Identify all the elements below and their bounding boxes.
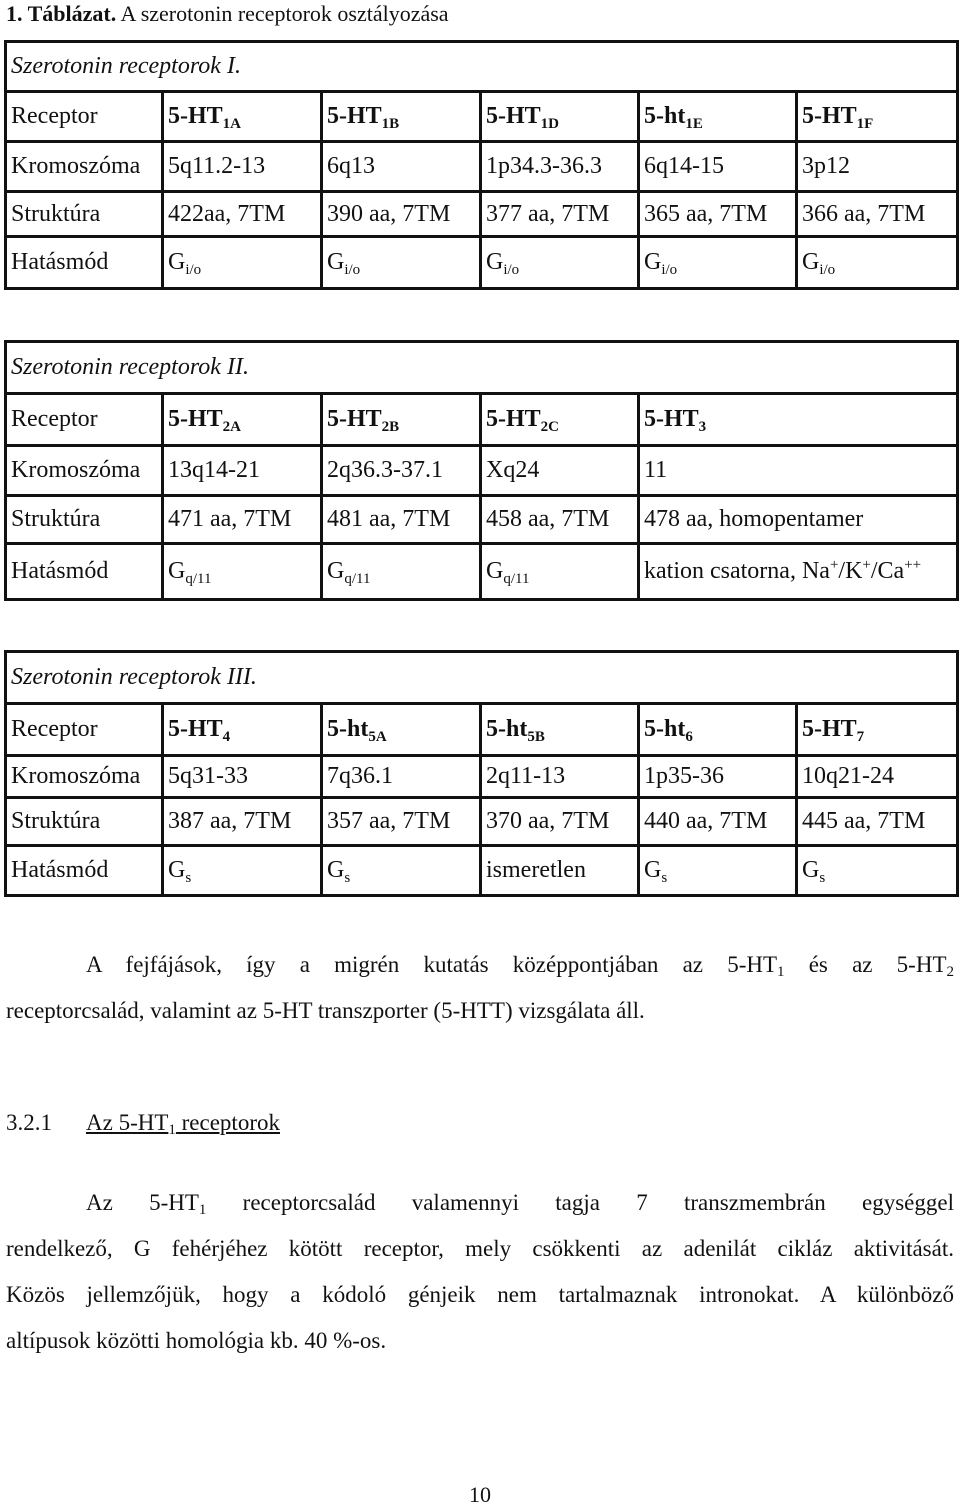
table-cell: $5-HT_{2C}$: [481, 394, 639, 446]
table-title: Szerotonin receptorok II.: [6, 342, 958, 394]
table-cell: 10q21-24: [797, 756, 958, 798]
table-cell: $5-HT_3$: [639, 394, 958, 446]
table-row: [6, 846, 958, 896]
table-row: [6, 192, 958, 237]
table-cell: 11: [639, 446, 958, 496]
row-label: Kromoszóma: [6, 446, 163, 496]
table-row: [6, 142, 958, 192]
table-cell: $5-HT_7$: [797, 704, 958, 756]
table-cell: $5-HT_{2A}$: [163, 394, 322, 446]
row-label: Kromoszóma: [6, 142, 163, 192]
table-cell: $5-HT_4$: [163, 704, 322, 756]
table-cell: 1p34.3-36.3: [481, 142, 639, 192]
table-row: [6, 798, 958, 846]
table-cell: 377 aa, 7TM: [481, 192, 639, 237]
table-cell: 357 aa, 7TM: [322, 798, 481, 846]
table-cell: 2q11-13: [481, 756, 639, 798]
table-cell: $5-HT_{1B}$: [322, 92, 481, 142]
table-cell: $G_s$: [797, 846, 958, 896]
paragraph-line: rendelkező, G fehérjéhez kötött receptor, mely csökkenti az adenilát cikláz aktivitását.: [6, 1236, 954, 1261]
table-title: Szerotonin receptorok III.: [6, 652, 958, 704]
table-cell: kation csatorna, Na+/K+/Ca++: [639, 544, 958, 600]
table-cell: $5-ht_{5A}$: [322, 704, 481, 756]
row-label: Receptor: [6, 704, 163, 756]
receptor-table-3: [4, 650, 959, 897]
table-cell: $5-HT_{1A}$: [163, 92, 322, 142]
table-cell: ismeretlen: [481, 846, 639, 896]
table-cell: 390 aa, 7TM: [322, 192, 481, 237]
section-title: Az $5-HT_1$ receptorok: [86, 1110, 280, 1138]
table-cell: $5-ht_{5B}$: [481, 704, 639, 756]
table-cell: 481 aa, 7TM: [322, 496, 481, 544]
paragraph-line: receptorcsalád, valamint az 5-HT transzporter (5-HTT) vizsgálata áll.: [6, 998, 645, 1023]
row-label: Struktúra: [6, 192, 163, 237]
table-cell: 2q36.3-37.1: [322, 446, 481, 496]
receptor-table-2: [4, 340, 959, 601]
table-row: [6, 237, 958, 289]
table-cell: 6q13: [322, 142, 481, 192]
table-cell: $5-HT_{1D}$: [481, 92, 639, 142]
table-cell: $G_s$: [639, 846, 797, 896]
table-cell: 365 aa, 7TM: [639, 192, 797, 237]
table-row: [6, 704, 958, 756]
table-row: [6, 394, 958, 446]
table-cell: $G_s$: [163, 846, 322, 896]
table-cell: $G_s$: [322, 846, 481, 896]
table-cell: $5-ht_{1E}$: [639, 92, 797, 142]
table-cell: 478 aa, homopentamer: [639, 496, 958, 544]
row-label: Hatásmód: [6, 237, 163, 289]
table-cell: 5q31-33: [163, 756, 322, 798]
table-cell: $G_{i/o}$: [639, 237, 797, 289]
row-label: Receptor: [6, 92, 163, 142]
row-label: Receptor: [6, 394, 163, 446]
table-cell: $G_{i/o}$: [163, 237, 322, 289]
table-cell: 471 aa, 7TM: [163, 496, 322, 544]
table-cell: 5q11.2-13: [163, 142, 322, 192]
table-cell: 1p35-36: [639, 756, 797, 798]
paragraph-line: Az $5-HT_1$ receptorcsalád valamennyi tagja 7 transzmembrán egységgel: [86, 1190, 954, 1218]
section-heading: [6, 1110, 280, 1136]
table-cell: 366 aa, 7TM: [797, 192, 958, 237]
table-row: [6, 756, 958, 798]
table-cell: 6q14-15: [639, 142, 797, 192]
row-label: Struktúra: [6, 496, 163, 544]
table-cell: 422aa, 7TM: [163, 192, 322, 237]
table-cell: $5-ht_6$: [639, 704, 797, 756]
table-cell: 458 aa, 7TM: [481, 496, 639, 544]
row-label: Struktúra: [6, 798, 163, 846]
caption-number: 1. Táblázat.: [6, 1, 117, 26]
table-cell: $G_{i/o}$: [322, 237, 481, 289]
table-cell: $G_{q/11}$: [481, 544, 639, 600]
table-cell: 3p12: [797, 142, 958, 192]
table-cell: 440 aa, 7TM: [639, 798, 797, 846]
table-row: [6, 446, 958, 496]
paragraph-line: altípusok közötti homológia kb. 40 %-os.: [6, 1328, 387, 1353]
table-cell: $5-HT_{1F}$: [797, 92, 958, 142]
table-cell: 13q14-21: [163, 446, 322, 496]
row-label: Kromoszóma: [6, 756, 163, 798]
row-label: Hatásmód: [6, 544, 163, 600]
page-number: 10: [469, 1482, 491, 1507]
table-cell: $G_{q/11}$: [322, 544, 481, 600]
table-cell: $G_{i/o}$: [481, 237, 639, 289]
table-cell: 7q36.1: [322, 756, 481, 798]
table-row: [6, 92, 958, 142]
row-label: Hatásmód: [6, 846, 163, 896]
section-number: 3.2.1: [6, 1110, 52, 1135]
table-cell: $G_{i/o}$: [797, 237, 958, 289]
table-title: Szerotonin receptorok I.: [6, 42, 958, 92]
paragraph-line: A fejfájások, így a migrén kutatás középpontjában az $5-HT_1$ és az $5-HT_2$: [86, 952, 954, 980]
paragraph-line: Közös jellemzőjük, hogy a kódoló génjeik nem tartalmaznak intronokat. A különböző: [6, 1282, 954, 1307]
caption-text: A szerotonin receptorok osztályozása: [120, 1, 449, 26]
table-cell: 387 aa, 7TM: [163, 798, 322, 846]
table-cell: Xq24: [481, 446, 639, 496]
table-cell: 445 aa, 7TM: [797, 798, 958, 846]
receptor-table-1: [4, 40, 959, 290]
table-cell: 370 aa, 7TM: [481, 798, 639, 846]
table-caption: [6, 0, 449, 28]
table-row: [6, 544, 958, 600]
table-row: [6, 496, 958, 544]
table-cell: $G_{q/11}$: [163, 544, 322, 600]
paragraph-headaches: [6, 942, 954, 1034]
paragraph-5ht1-receptors: [6, 1180, 954, 1364]
table-cell: $5-HT_{2B}$: [322, 394, 481, 446]
